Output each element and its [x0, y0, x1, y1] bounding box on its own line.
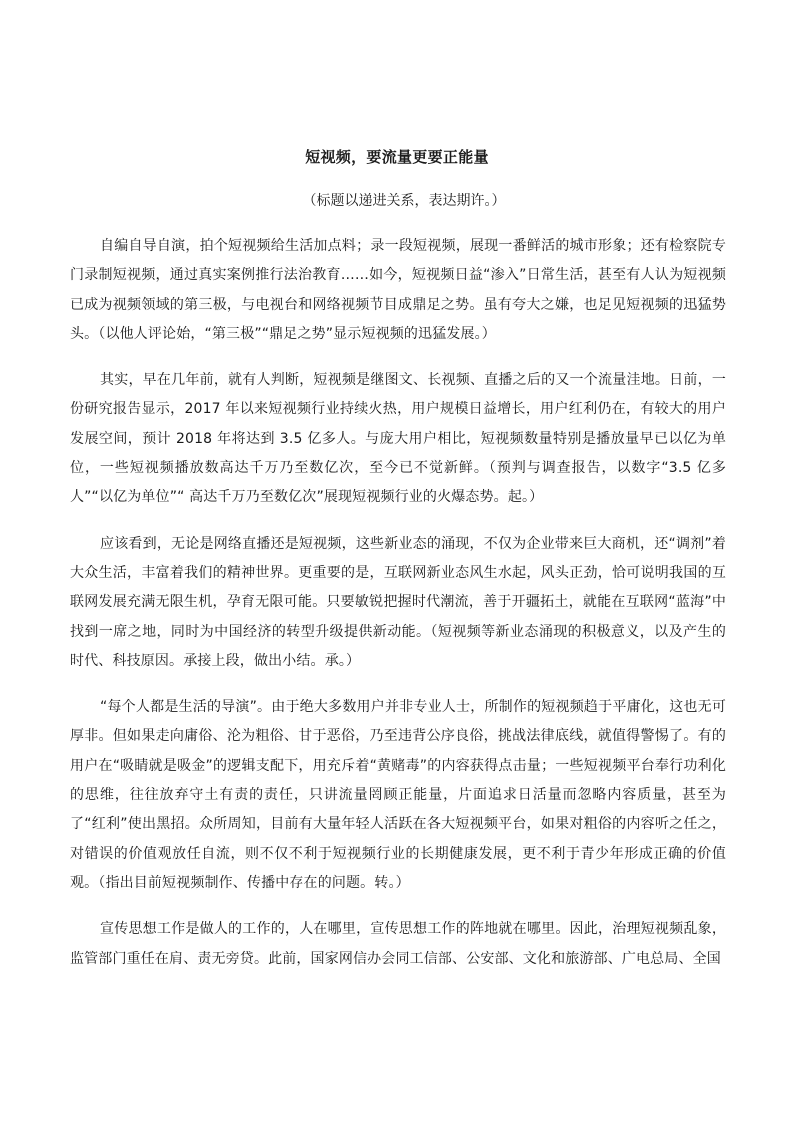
- paragraph: 自编自导自演，拍个短视频给生活加点料；录一段短视频，展现一番鲜活的城市形象；还有检察院专门录制短视频，通过真实案例推行法治教育……如今，短视频日益“渗入”日常生活，甚至有人认为短视频已成为视频领域的第三极，与电视台和网络视频节目成鼎足之势。虽有夸大之嫌，也足见短视频的迅猛势头。（以他人评论始，“第三极”“鼎足之势”显示短视频的迅猛发展。）: [70, 238, 726, 342]
- article-body: [70, 232, 726, 974]
- paragraph: 应该看到，无论是网络直播还是短视频，这些新业态的涌现，不仅为企业带来巨大商机，还“调剂”着大众生活，丰富着我们的精神世界。更重要的是，互联网新业态风生水起，风头正劲，恰可说明我国的互联网发展充满无限生机，孕育无限可能。只要敏锐把握时代潮流，善于开疆拓土，就能在互联网“蓝海”中找到一席之地，同时为中国经济的转型升级提供新动能。（短视频等新业态涌现的积极意义，以及产生的时代、科技原因。承接上段，做出小结。承。）: [70, 535, 726, 669]
- article-title: 短视频，要流量更要正能量: [305, 148, 489, 166]
- paragraph: 宣传思想工作是做人的工作的，人在哪里，宣传思想工作的阵地就在哪里。因此，治理短视频乱象，监管部门重任在肩、责无旁贷。此前，国家网信办会同工信部、公安部、文化和旅游部、广电总局、全国: [70, 921, 726, 967]
- paragraph: 其实，早在几年前，就有人判断，短视频是继图文、长视频、直播之后的又一个流量洼地。日前，一份研究报告显示，2017 年以来短视频行业持续火热，用户规模日益增长，用户红利仍在，有较大的用户发展空间，预计 2018 年将达到 3.5 亿多人。与庞大用户相比，短视频数量特别是播放量早已以亿为单位，一些短视频播放数高达千万乃至数亿次，至今已不觉新鲜。（预判与调查报告，以数字“3.5 亿多人”“以亿为单位”“ 高达千万乃至数亿次”展现短视频行业的火爆态势。起。）: [70, 372, 726, 506]
- article-subtitle-note: （标题以递进关系，表达期许。）: [302, 193, 506, 209]
- paragraph: “每个人都是生活的导演”。由于绝大多数用户并非专业人士，所制作的短视频趋于平庸化，这也无可厚非。但如果走向庸俗、沦为粗俗、甘于恶俗，乃至违背公序良俗，挑战法律底线，就值得警惕了。有的用户在“吸睛就是吸金”的逻辑支配下，用充斥着“黄赌毒”的内容获得点击量；一些短视频平台奉行功利化的思维，往往放弃守土有责的责任，只讲流量罔顾正能量，片面追求日活量而忽略内容质量，甚至为了“红利”使出黑招。众所周知，目前有大量年轻人活跃在各大短视频平台，如果对粗俗的内容听之任之，对错误的价值观放任自流，则不仅不利于短视频行业的长期健康发展，更不利于青少年形成正确的价值观。（指出目前短视频制作、传播中存在的问题。转。）: [70, 699, 726, 891]
